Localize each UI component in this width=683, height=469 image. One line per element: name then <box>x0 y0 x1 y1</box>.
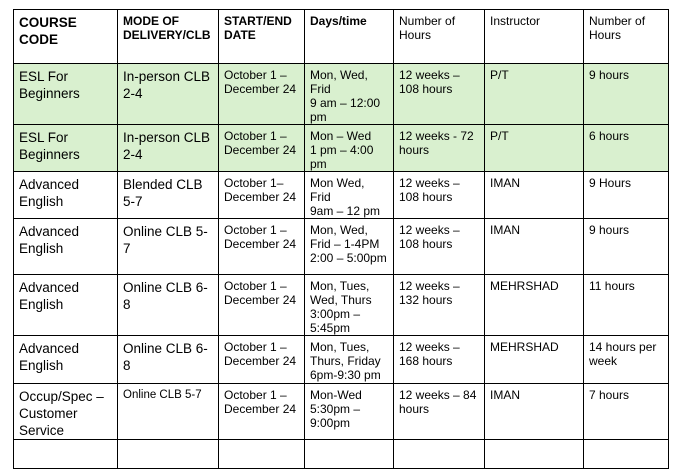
dates-cell: October 1 – December 24 <box>219 275 305 336</box>
days-text: Mon – Wed <box>310 129 372 143</box>
days-text: Mon, Wed, Frid – 1-4PM <box>310 223 380 251</box>
table-row <box>14 336 669 384</box>
days-time-cell <box>305 125 394 172</box>
header-mode: MODE OF DELIVERY/CLB <box>118 10 219 64</box>
days-time-cell <box>305 336 394 384</box>
table-row <box>14 275 669 336</box>
days-time-cell <box>305 275 394 336</box>
instructor-cell: P/T <box>485 125 584 172</box>
time-text: 9 am – 12:00 pm <box>310 96 381 124</box>
course-cell: Advanced English <box>14 275 118 336</box>
empty-cell <box>219 440 305 469</box>
empty-row <box>14 440 669 469</box>
header-start-end: START/END DATE <box>219 10 305 64</box>
mode-cell: In-person CLB 2-4 <box>118 64 219 125</box>
duration-cell: 12 weeks – 108 hours <box>394 172 485 219</box>
header-num-hours-2: Number of Hours <box>584 10 669 64</box>
dates-cell: October 1 – December 24 <box>219 125 305 172</box>
hours-cell: 9 Hours <box>584 172 669 219</box>
days-time-cell <box>305 64 394 125</box>
instructor-cell: IMAN <box>485 172 584 219</box>
days-text: Mon, Tues, Wed, Thurs <box>310 279 372 307</box>
dates-cell: October 1 – December 24 <box>219 64 305 125</box>
instructor-cell: P/T <box>485 64 584 125</box>
days-text: Mon, Wed, Frid <box>310 68 368 96</box>
header-row <box>14 10 669 64</box>
hours-cell: 9 hours <box>584 219 669 275</box>
hours-cell: 7 hours <box>584 384 669 440</box>
mode-cell: Online CLB 6-8 <box>118 275 219 336</box>
dates-cell: October 1– December 24 <box>219 172 305 219</box>
days-text: Mon-Wed <box>310 388 362 402</box>
course-cell: ESL For Beginners <box>14 125 118 172</box>
hours-cell: 11 hours <box>584 275 669 336</box>
empty-cell <box>584 440 669 469</box>
time-text: 5:30pm – 9:00pm <box>310 402 361 430</box>
empty-cell <box>14 440 118 469</box>
duration-cell: 12 weeks – 168 hours <box>394 336 485 384</box>
table-row <box>14 64 669 125</box>
hours-cell: 6 hours <box>584 125 669 172</box>
empty-cell <box>394 440 485 469</box>
course-cell: Advanced English <box>14 219 118 275</box>
header-days-time: Days/time <box>305 10 394 64</box>
time-text: 6pm-9:30 pm <box>310 368 381 382</box>
mode-cell: In-person CLB 2-4 <box>118 125 219 172</box>
course-schedule-table <box>13 9 669 469</box>
duration-cell: 12 weeks - 72 hours <box>394 125 485 172</box>
duration-cell: 12 weeks – 108 hours <box>394 219 485 275</box>
days-time-cell <box>305 384 394 440</box>
hours-cell: 9 hours <box>584 64 669 125</box>
days-text: Mon, Tues, Thurs, Friday <box>310 340 381 368</box>
header-course-code: COURSE CODE <box>14 10 118 64</box>
table-row <box>14 172 669 219</box>
instructor-cell: IMAN <box>485 384 584 440</box>
time-text: 3:00pm – 5:45pm <box>310 307 361 335</box>
course-cell: ESL For Beginners <box>14 64 118 125</box>
header-instructor: Instructor <box>485 10 584 64</box>
time-text: 2:00 – 5:00pm <box>310 251 387 265</box>
table-row <box>14 125 669 172</box>
duration-cell: 12 weeks – 108 hours <box>394 64 485 125</box>
hours-cell: 14 hours per week <box>584 336 669 384</box>
mode-cell: Blended CLB 5-7 <box>118 172 219 219</box>
course-cell: Advanced English <box>14 336 118 384</box>
dates-cell: October 1 – December 24 <box>219 336 305 384</box>
course-cell: Advanced English <box>14 172 118 219</box>
mode-cell: Online CLB 5-7 <box>118 384 219 440</box>
days-time-cell <box>305 172 394 219</box>
instructor-cell: MEHRSHAD <box>485 336 584 384</box>
duration-cell: 12 weeks – 132 hours <box>394 275 485 336</box>
instructor-cell: MEHRSHAD <box>485 275 584 336</box>
mode-cell: Online CLB 6-8 <box>118 336 219 384</box>
empty-cell <box>305 440 394 469</box>
table-row <box>14 219 669 275</box>
table-row <box>14 384 669 440</box>
instructor-cell: IMAN <box>485 219 584 275</box>
mode-cell: Online CLB 5-7 <box>118 219 219 275</box>
dates-cell: October 1 – December 24 <box>219 219 305 275</box>
time-text: 1 pm – 4:00 pm <box>310 143 374 171</box>
dates-cell: October 1 – December 24 <box>219 384 305 440</box>
header-num-hours: Number of Hours <box>394 10 485 64</box>
days-time-cell <box>305 219 394 275</box>
duration-cell: 12 weeks – 84 hours <box>394 384 485 440</box>
course-cell: Occup/Spec – Customer Service <box>14 384 118 440</box>
time-text: 9am – 12 pm <box>310 204 381 218</box>
empty-cell <box>485 440 584 469</box>
empty-cell <box>118 440 219 469</box>
days-text: Mon Wed, Frid <box>310 176 365 204</box>
